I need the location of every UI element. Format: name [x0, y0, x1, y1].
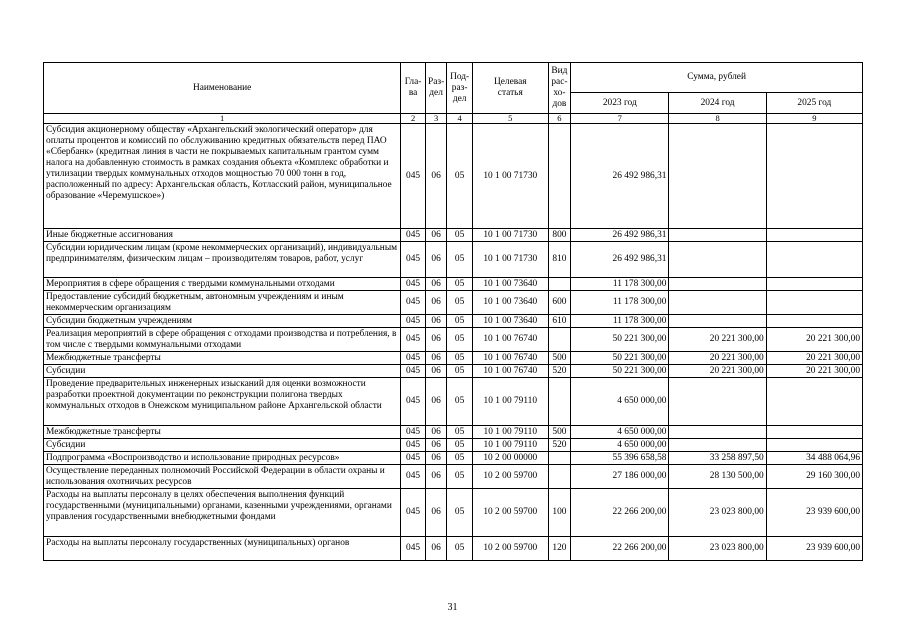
row-sum-2024 [669, 229, 766, 242]
header-2025: 2025 год [766, 93, 862, 114]
budget-table-container [43, 62, 863, 561]
header-celevaya: Целевая статья [472, 63, 548, 114]
header-razdel: Раз- дел [425, 63, 446, 114]
page-number: 31 [447, 602, 458, 613]
row-podrazdel: 05 [447, 315, 473, 328]
row-razdel: 06 [425, 489, 446, 537]
row-sum-2024 [669, 291, 766, 315]
row-podrazdel: 05 [447, 378, 473, 426]
row-sum-2023: 4 650 000,00 [571, 378, 669, 426]
table-row [44, 426, 863, 439]
row-sum-2023: 11 178 300,00 [571, 315, 669, 328]
table-row [44, 229, 863, 242]
row-glava: 045 [401, 378, 426, 426]
header-summa: Сумма, рублей [571, 63, 863, 93]
row-sum-2025: 20 221 300,00 [766, 365, 862, 378]
col-num-5: 5 [472, 114, 548, 124]
row-sum-2023: 50 221 300,00 [571, 365, 669, 378]
row-podrazdel: 05 [447, 124, 473, 229]
table-row [44, 378, 863, 426]
row-celevaya: 10 1 00 76740 [472, 328, 548, 352]
table-row [44, 291, 863, 315]
row-sum-2024 [669, 242, 766, 278]
row-name: Субсидии [44, 365, 401, 378]
row-razdel: 06 [425, 365, 446, 378]
row-razdel: 06 [425, 378, 446, 426]
row-sum-2025: 20 221 300,00 [766, 352, 862, 365]
row-celevaya: 10 1 00 79110 [472, 426, 548, 439]
table-row [44, 352, 863, 365]
row-sum-2025 [766, 291, 862, 315]
row-celevaya: 10 2 00 59700 [472, 465, 548, 489]
row-vid: 800 [548, 229, 571, 242]
row-celevaya: 10 2 00 00000 [472, 452, 548, 465]
row-sum-2024 [669, 278, 766, 291]
row-celevaya: 10 1 00 71730 [472, 229, 548, 242]
row-sum-2024: 28 130 500,00 [669, 465, 766, 489]
row-razdel: 06 [425, 328, 446, 352]
row-name: Субсидии [44, 439, 401, 452]
row-glava: 045 [401, 328, 426, 352]
row-name: Межбюджетные трансферты [44, 352, 401, 365]
row-razdel: 06 [425, 229, 446, 242]
row-glava: 045 [401, 537, 426, 561]
col-num-3: 3 [425, 114, 446, 124]
row-glava: 045 [401, 291, 426, 315]
header-name: Наименование [44, 63, 401, 114]
row-sum-2025 [766, 378, 862, 426]
col-num-4: 4 [447, 114, 473, 124]
row-razdel: 06 [425, 537, 446, 561]
row-celevaya: 10 1 00 76740 [472, 352, 548, 365]
row-vid [548, 452, 571, 465]
row-sum-2023: 22 266 200,00 [571, 537, 669, 561]
table-row [44, 439, 863, 452]
row-sum-2024 [669, 315, 766, 328]
row-vid: 610 [548, 315, 571, 328]
row-name: Субсидии бюджетным учреждениям [44, 315, 401, 328]
table-row [44, 315, 863, 328]
row-podrazdel: 05 [447, 365, 473, 378]
row-sum-2023: 4 650 000,00 [571, 439, 669, 452]
row-sum-2024: 23 023 800,00 [669, 537, 766, 561]
row-razdel: 06 [425, 291, 446, 315]
row-podrazdel: 05 [447, 537, 473, 561]
row-name: Субсидия акционерному обществу «Архангельский экологический оператор» для оплаты процентов и комиссий по обслуживанию кредитных обязательств перед ПАО «Сбербанк» (кредитная линия в части не покрываемых капитальным грантом сумм налога на добавленную стоимость в рамках создания объекта «Комплекс обработки и утилизации твердых коммунальных отходов мощностью 70 000 тонн в год, расположенный по адресу: Архангельская область, Котласский район, муниципальное образование «Черемушское») [44, 124, 401, 229]
col-num-1: 1 [44, 114, 401, 124]
row-sum-2023: 4 650 000,00 [571, 426, 669, 439]
budget-table [43, 62, 863, 561]
row-celevaya: 10 1 00 73640 [472, 278, 548, 291]
row-sum-2025: 23 939 600,00 [766, 489, 862, 537]
row-sum-2024: 20 221 300,00 [669, 365, 766, 378]
table-row [44, 537, 863, 561]
row-sum-2023: 22 266 200,00 [571, 489, 669, 537]
row-sum-2025 [766, 229, 862, 242]
row-vid: 120 [548, 537, 571, 561]
row-name: Предоставление субсидий бюджетным, автономным учреждениям и иным некоммерческим организациям [44, 291, 401, 315]
row-razdel: 06 [425, 124, 446, 229]
row-sum-2023: 27 186 000,00 [571, 465, 669, 489]
row-sum-2023: 26 492 986,31 [571, 124, 669, 229]
row-vid: 520 [548, 365, 571, 378]
header-2023: 2023 год [571, 93, 669, 114]
row-name: Осуществление переданных полномочий Российской Федерации в области охраны и использования охотничьих ресурсов [44, 465, 401, 489]
row-glava: 045 [401, 452, 426, 465]
row-name: Расходы на выплаты персоналу в целях обеспечения выполнения функций государственными (муниципальными) органами, казенными учреждениями, органами управления государственными внебюджетными фондами [44, 489, 401, 537]
row-razdel: 06 [425, 465, 446, 489]
row-sum-2024: 20 221 300,00 [669, 328, 766, 352]
row-sum-2025 [766, 315, 862, 328]
row-vid [548, 328, 571, 352]
col-num-9: 9 [766, 114, 862, 124]
row-podrazdel: 05 [447, 489, 473, 537]
row-glava: 045 [401, 315, 426, 328]
col-num-6: 6 [548, 114, 571, 124]
row-celevaya: 10 1 00 73640 [472, 315, 548, 328]
row-celevaya: 10 2 00 59700 [472, 489, 548, 537]
row-name: Мероприятия в сфере обращения с твердыми коммунальными отходами [44, 278, 401, 291]
row-sum-2024 [669, 426, 766, 439]
row-vid: 100 [548, 489, 571, 537]
table-row [44, 452, 863, 465]
row-sum-2023: 11 178 300,00 [571, 291, 669, 315]
row-sum-2025: 29 160 300,00 [766, 465, 862, 489]
row-podrazdel: 05 [447, 229, 473, 242]
row-glava: 045 [401, 426, 426, 439]
row-podrazdel: 05 [447, 452, 473, 465]
row-razdel: 06 [425, 315, 446, 328]
row-podrazdel: 05 [447, 291, 473, 315]
header-vid: Вид рас- хо- дов [548, 63, 571, 114]
row-name: Проведение предварительных инженерных изысканий для оценки возможности разработки проектной документации по реконструкции полигона твердых коммунальных отходов в Онежском муниципальном районе Архангельской области [44, 378, 401, 426]
row-vid: 810 [548, 242, 571, 278]
col-num-8: 8 [669, 114, 766, 124]
table-row [44, 465, 863, 489]
row-glava: 045 [401, 278, 426, 291]
row-glava: 045 [401, 242, 426, 278]
row-razdel: 06 [425, 452, 446, 465]
row-vid: 500 [548, 352, 571, 365]
row-celevaya: 10 1 00 73640 [472, 291, 548, 315]
row-razdel: 06 [425, 352, 446, 365]
row-sum-2024 [669, 124, 766, 229]
row-sum-2023: 50 221 300,00 [571, 352, 669, 365]
row-glava: 045 [401, 229, 426, 242]
header-2024: 2024 год [669, 93, 766, 114]
row-vid: 520 [548, 439, 571, 452]
row-podrazdel: 05 [447, 426, 473, 439]
row-name: Субсидии юридическим лицам (кроме некоммерческих организаций), индивидуальным предпринимателям, физическим лицам – производителям товаров, работ, услуг [44, 242, 401, 278]
table-row [44, 124, 863, 229]
table-row [44, 365, 863, 378]
row-podrazdel: 05 [447, 328, 473, 352]
row-vid: 600 [548, 291, 571, 315]
row-sum-2025 [766, 278, 862, 291]
row-sum-2023: 26 492 986,31 [571, 229, 669, 242]
row-sum-2023: 11 178 300,00 [571, 278, 669, 291]
row-glava: 045 [401, 489, 426, 537]
row-sum-2024: 20 221 300,00 [669, 352, 766, 365]
col-num-2: 2 [401, 114, 426, 124]
row-sum-2024: 23 023 800,00 [669, 489, 766, 537]
row-celevaya: 10 1 00 76740 [472, 365, 548, 378]
column-number-row [44, 114, 863, 124]
row-sum-2024 [669, 439, 766, 452]
row-vid [548, 278, 571, 291]
header-glava: Гла- ва [401, 63, 426, 114]
row-razdel: 06 [425, 278, 446, 291]
row-vid [548, 465, 571, 489]
row-name: Подпрограмма «Воспроизводство и использование природных ресурсов» [44, 452, 401, 465]
row-name: Иные бюджетные ассигнования [44, 229, 401, 242]
header-podrazdel: Под- раз- дел [447, 63, 473, 114]
table-row [44, 489, 863, 537]
row-celevaya: 10 1 00 71730 [472, 124, 548, 229]
row-sum-2024: 33 258 897,50 [669, 452, 766, 465]
row-vid [548, 378, 571, 426]
row-sum-2023: 50 221 300,00 [571, 328, 669, 352]
table-body [44, 124, 863, 561]
row-podrazdel: 05 [447, 465, 473, 489]
row-name: Межбюджетные трансферты [44, 426, 401, 439]
row-sum-2025: 23 939 600,00 [766, 537, 862, 561]
row-glava: 045 [401, 124, 426, 229]
row-podrazdel: 05 [447, 352, 473, 365]
row-sum-2023: 26 492 986,31 [571, 242, 669, 278]
row-glava: 045 [401, 439, 426, 452]
row-sum-2023: 55 396 658,58 [571, 452, 669, 465]
row-razdel: 06 [425, 426, 446, 439]
row-podrazdel: 05 [447, 439, 473, 452]
row-podrazdel: 05 [447, 278, 473, 291]
table-row [44, 242, 863, 278]
row-sum-2024 [669, 378, 766, 426]
row-vid: 500 [548, 426, 571, 439]
row-celevaya: 10 1 00 79110 [472, 378, 548, 426]
table-row [44, 278, 863, 291]
row-celevaya: 10 1 00 79110 [472, 439, 548, 452]
row-glava: 045 [401, 352, 426, 365]
row-glava: 045 [401, 465, 426, 489]
table-row [44, 328, 863, 352]
row-sum-2025 [766, 242, 862, 278]
row-vid [548, 124, 571, 229]
row-celevaya: 10 2 00 59700 [472, 537, 548, 561]
row-celevaya: 10 1 00 71730 [472, 242, 548, 278]
row-sum-2025 [766, 439, 862, 452]
row-sum-2025: 34 488 064,96 [766, 452, 862, 465]
row-razdel: 06 [425, 439, 446, 452]
row-sum-2025 [766, 426, 862, 439]
row-name: Реализация мероприятий в сфере обращения с отходами производства и потребления, в том числе с твердыми коммунальными отходами [44, 328, 401, 352]
row-razdel: 06 [425, 242, 446, 278]
col-num-7: 7 [571, 114, 669, 124]
row-sum-2025 [766, 124, 862, 229]
row-glava: 045 [401, 365, 426, 378]
row-sum-2025: 20 221 300,00 [766, 328, 862, 352]
row-podrazdel: 05 [447, 242, 473, 278]
row-name: Расходы на выплаты персоналу государственных (муниципальных) органов [44, 537, 401, 561]
